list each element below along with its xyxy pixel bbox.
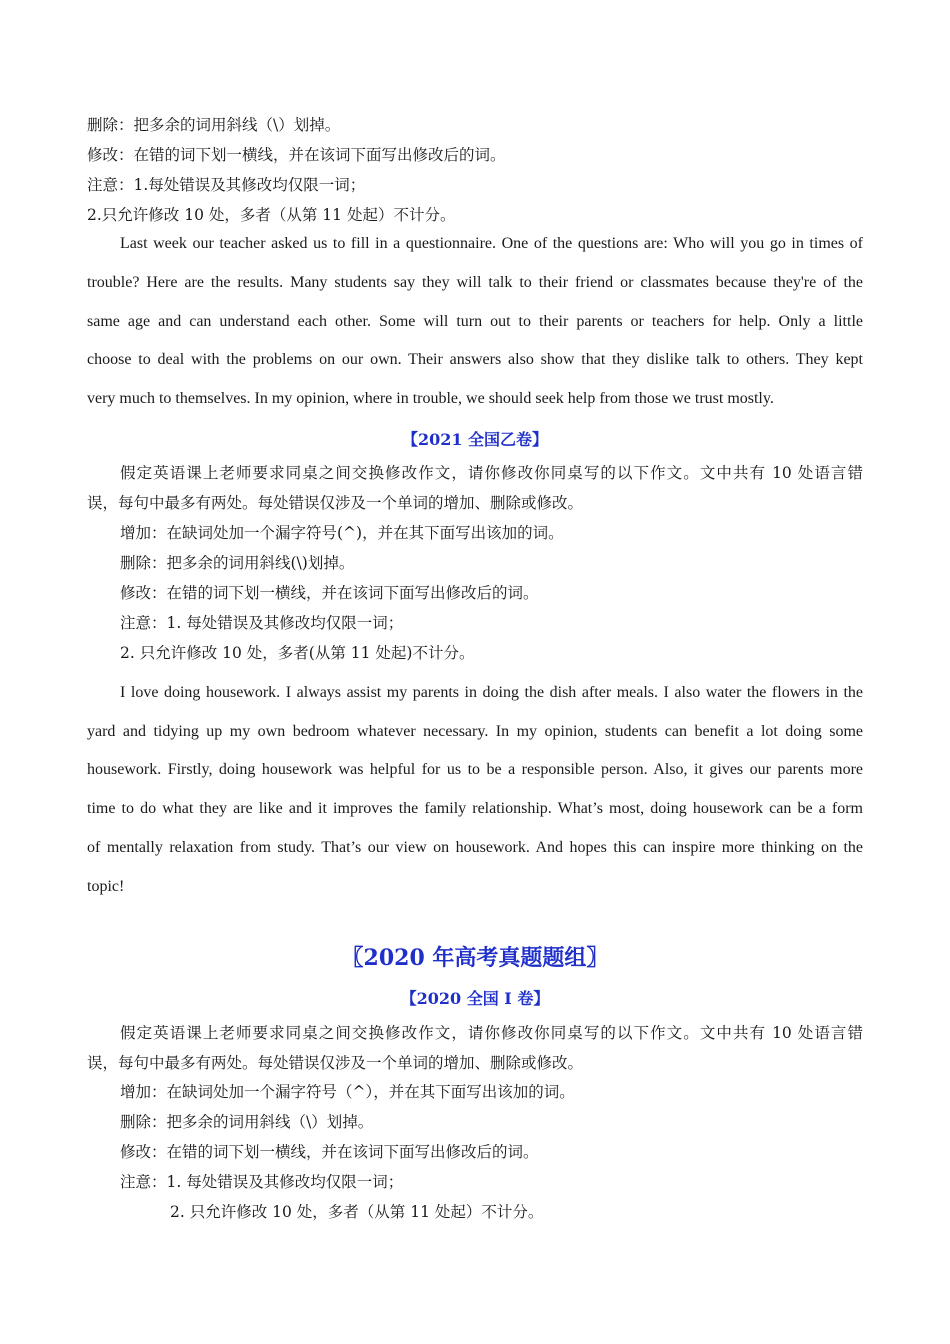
passage-line: same age and can understand each other. Some will turn out to their parents or teachers for help. Only a little: [87, 313, 863, 330]
add-rule: 增加：在缺词处加一个漏字符号(^)，并在其下面写出该加的词。: [120, 524, 564, 542]
passage-line: housework. Firstly, doing housework was helpful for us to be a responsible person. Also, it gives our parents more: [87, 761, 863, 778]
passage-line: I love doing housework. I always assist my parents in doing the dish after meals. I also water the flowers in the: [120, 684, 863, 701]
add-rule: 增加：在缺词处加一个漏字符号（^），并在其下面写出该加的词。: [120, 1083, 575, 1101]
note-2: 2. 只允许修改 10 处，多者(从第 11 处起)不计分。: [120, 644, 475, 662]
note-1: 注意：1.每处错误及其修改均仅限一词；: [87, 176, 366, 194]
note-2: 2. 只允许修改 10 处，多者（从第 11 处起）不计分。: [170, 1203, 544, 1221]
passage-line: choose to deal with the problems on our own. Their answers also show that they dislike talk to others. They kept: [87, 351, 863, 368]
passage-line: topic!: [87, 878, 125, 895]
passage-line: Last week our teacher asked us to fill in a questionnaire. One of the questions are: Who will you go in times of: [120, 235, 863, 252]
note-2: 2.只允许修改 10 处，多者（从第 11 处起）不计分。: [87, 206, 456, 224]
group-title: 〖2020 年高考真题题组〗: [341, 945, 609, 971]
delete-rule: 删除：把多余的词用斜线(\)划掉。: [120, 554, 355, 572]
instruction-line: 假定英语课上老师要求同桌之间交换修改作文，请你修改你同桌写的以下作文。文中共有 10 处语言错: [120, 464, 863, 482]
passage-line: very much to themselves. In my opinion, where in trouble, we should seek help from those we trust mostly.: [87, 390, 774, 407]
note-1: 注意：1. 每处错误及其修改均仅限一词；: [120, 1173, 404, 1191]
instruction-line: 假定英语课上老师要求同桌之间交换修改作文，请你修改你同桌写的以下作文。文中共有 10 处语言错: [120, 1024, 863, 1042]
passage-line: of mentally relaxation from study. That’s our view on housework. And hopes this can inspire more thinking on the: [87, 839, 863, 856]
passage-line: time to do what they are like and it improves the family relationship. What’s most, doing housework can be a form: [87, 800, 863, 817]
note-1: 注意：1. 每处错误及其修改均仅限一词；: [120, 614, 404, 632]
modify-rule: 修改：在错的词下划一横线，并在该词下面写出修改后的词。: [120, 1143, 539, 1161]
passage-line: trouble? Here are the results. Many students say they will talk to their friend or classmates because they're of the: [87, 274, 863, 291]
section-heading: 【2021 全国乙卷】: [401, 430, 549, 449]
delete-rule: 删除：把多余的词用斜线（\）划掉。: [120, 1113, 374, 1131]
delete-rule: 删除：把多余的词用斜线（\）划掉。: [87, 116, 341, 134]
instruction-line: 误，每句中最多有两处。每处错误仅涉及一个单词的增加、删除或修改。: [87, 494, 584, 512]
modify-rule: 修改：在错的词下划一横线，并在该词下面写出修改后的词。: [120, 584, 539, 602]
instruction-line: 误，每句中最多有两处。每处错误仅涉及一个单词的增加、删除或修改。: [87, 1054, 584, 1072]
modify-rule: 修改：在错的词下划一横线，并在该词下面写出修改后的词。: [87, 146, 506, 164]
passage-line: yard and tidying up my own bedroom whatever necessary. In my opinion, students can benefit a lot doing some: [87, 723, 863, 740]
section-heading: 【2020 全国 I 卷】: [400, 989, 550, 1008]
